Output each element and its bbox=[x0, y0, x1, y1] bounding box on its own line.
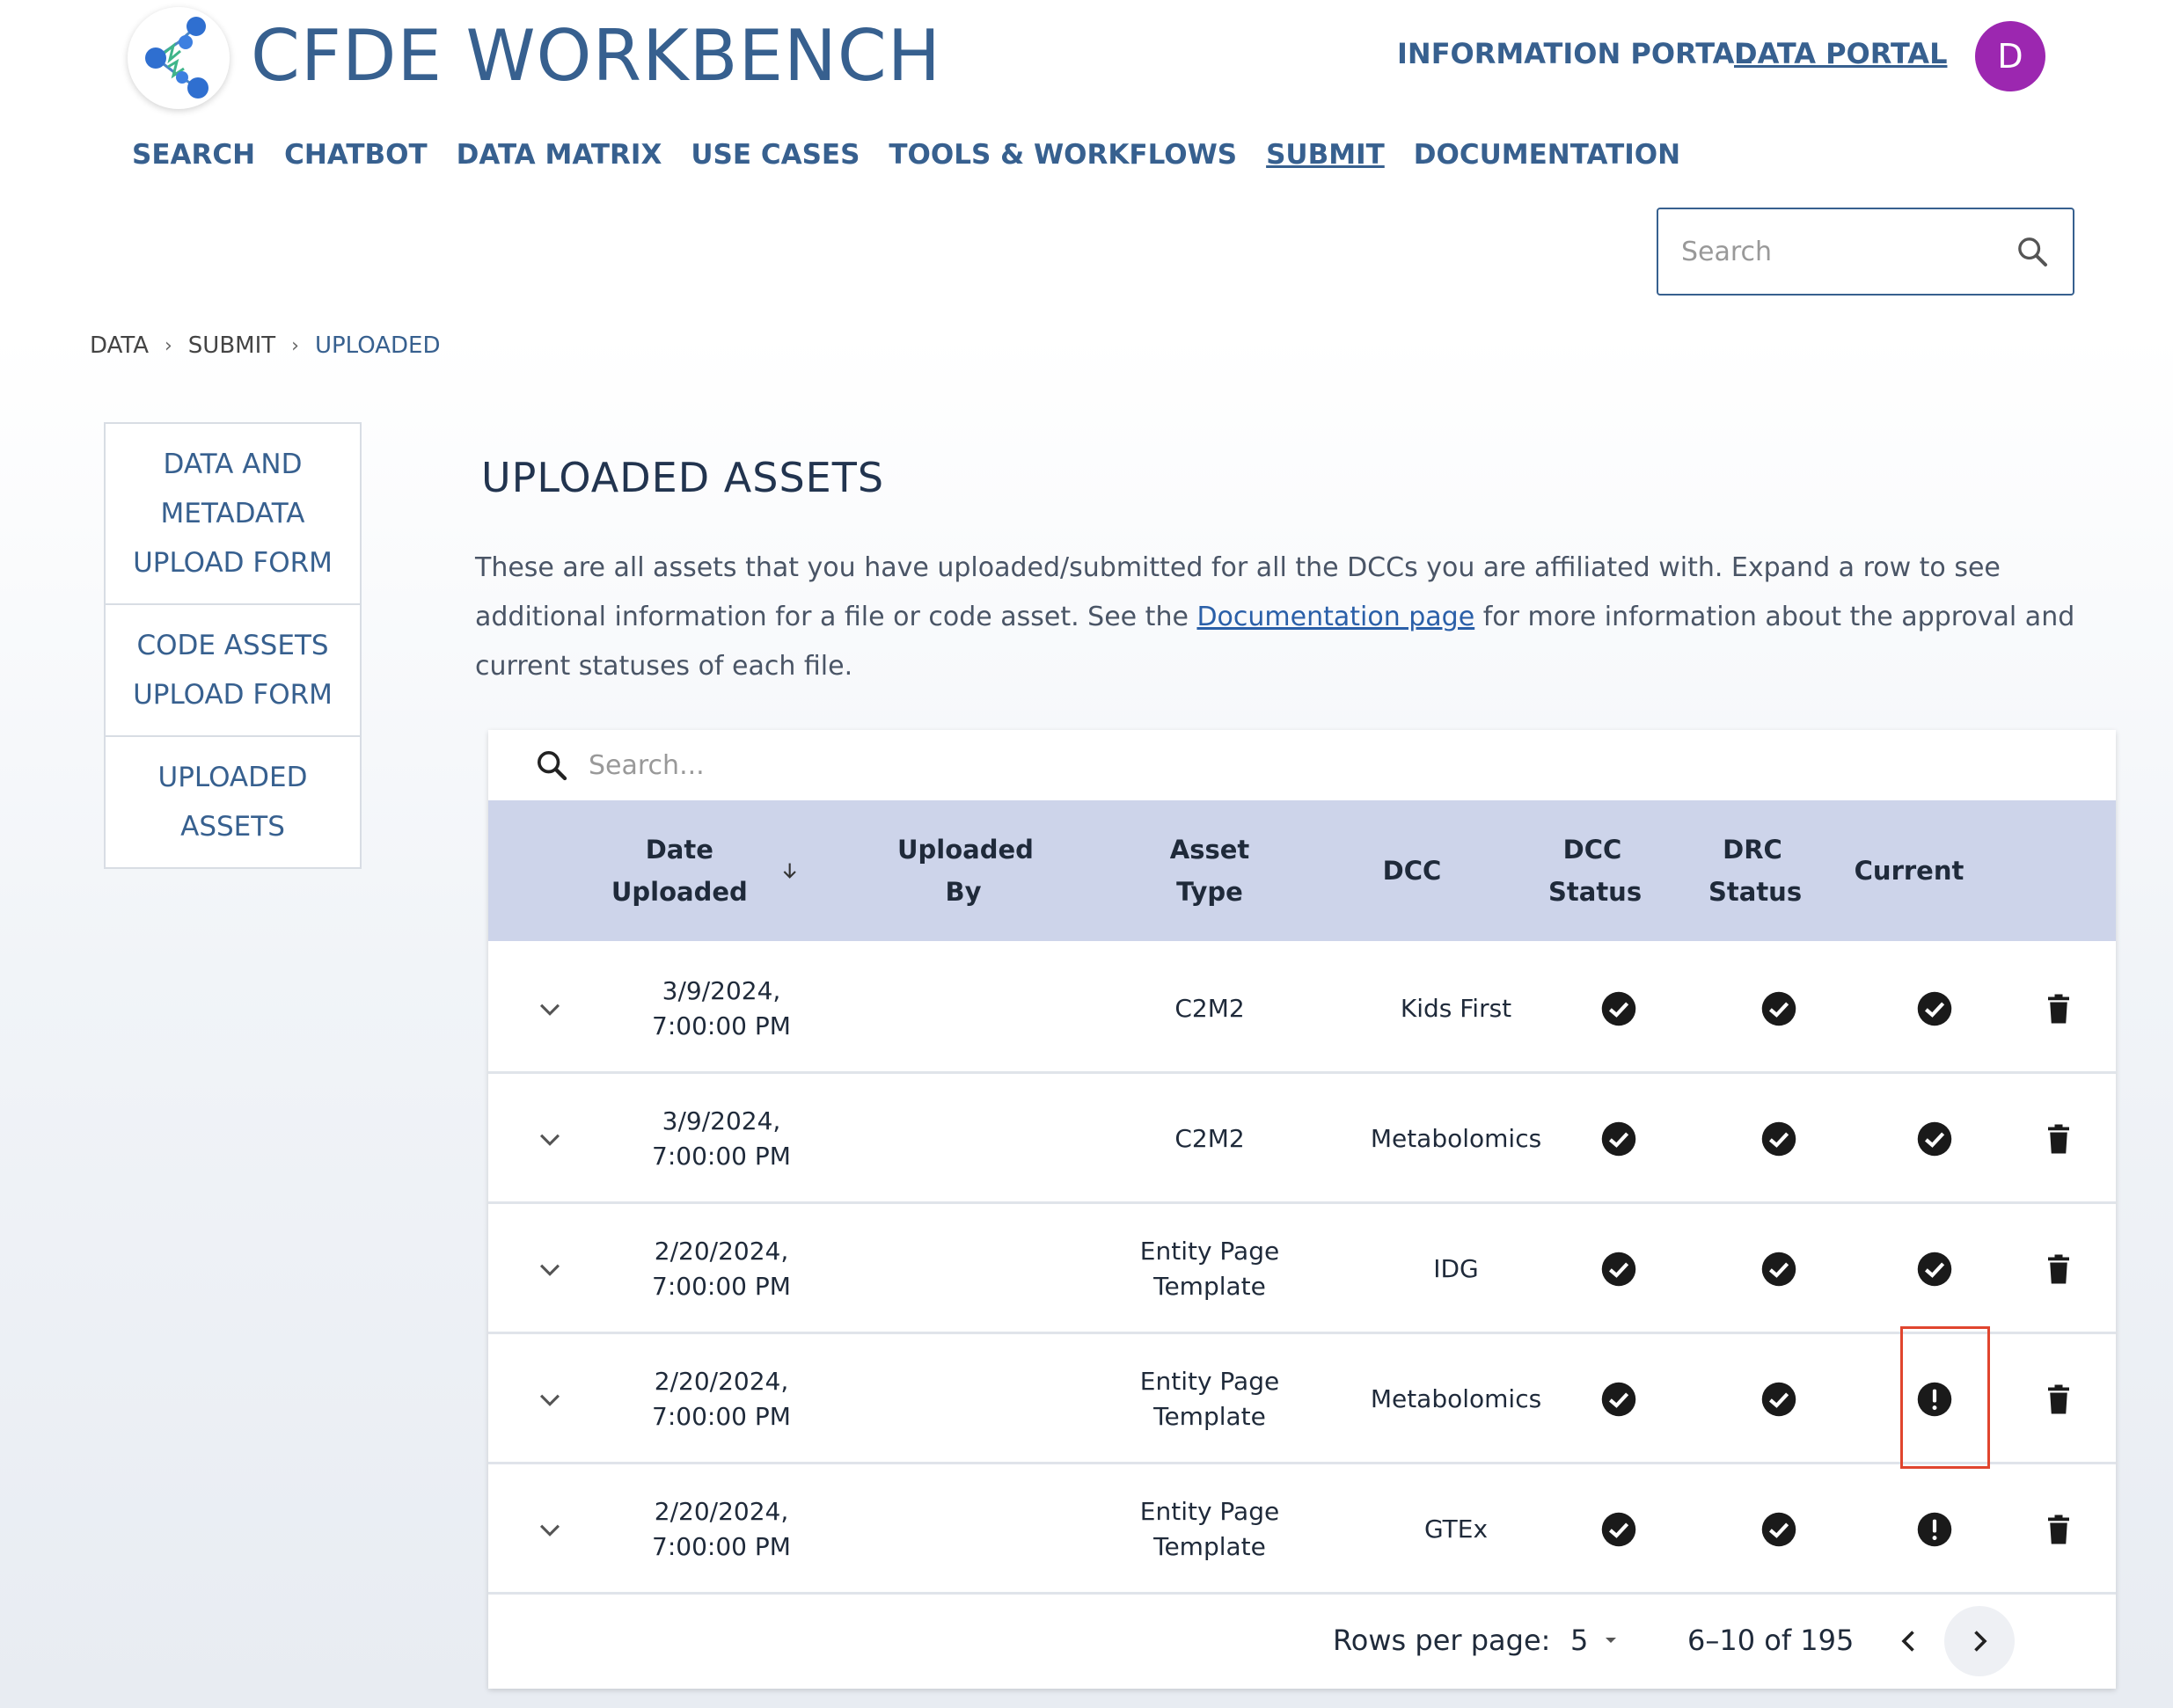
dcc-status-cell bbox=[1592, 1204, 1645, 1334]
drc-status-cell bbox=[1752, 944, 1805, 1074]
column-dcc-status[interactable] bbox=[1518, 800, 1667, 941]
rows-per-page-value: 5 bbox=[1570, 1624, 1589, 1657]
search-icon bbox=[534, 748, 569, 783]
chevron-down-icon bbox=[535, 1124, 565, 1154]
date-uploaded-cell bbox=[603, 1464, 840, 1595]
check-circle-icon bbox=[1760, 1120, 1797, 1157]
nav-documentation[interactable]: DOCUMENTATION bbox=[1413, 139, 1681, 171]
uploaded-by-cell bbox=[840, 1464, 1086, 1595]
expand-row-button[interactable] bbox=[515, 1334, 585, 1464]
nav-submit[interactable]: SUBMIT bbox=[1266, 139, 1385, 171]
intro-text-part1: These are all assets that you have uploaded/submitted for all the DCCs you are affiliated with. Expand a row to see additional information for a file or code asset. See the bbox=[475, 552, 2001, 632]
trash-icon bbox=[2043, 1382, 2074, 1417]
chevron-down-icon bbox=[535, 1384, 565, 1414]
table-search-input[interactable] bbox=[589, 750, 1116, 781]
column-uploaded-by[interactable] bbox=[840, 800, 1086, 941]
check-circle-icon bbox=[1600, 1511, 1637, 1548]
expand-row-button[interactable] bbox=[515, 944, 585, 1074]
table-row[interactable] bbox=[488, 1204, 2116, 1334]
delete-button[interactable] bbox=[2032, 1074, 2085, 1204]
dcc-cell: GTEx bbox=[1423, 1515, 1489, 1544]
molecule-icon bbox=[128, 7, 230, 109]
table-header bbox=[488, 800, 2116, 941]
chevron-left-icon bbox=[1893, 1625, 1925, 1657]
page-title: UPLOADED ASSETS bbox=[481, 454, 885, 501]
check-circle-icon bbox=[1760, 990, 1797, 1027]
rows-per-page-select[interactable] bbox=[1570, 1592, 1621, 1689]
date-uploaded-date: 3/9/2024, bbox=[662, 976, 781, 1005]
table-row[interactable] bbox=[488, 944, 2116, 1074]
site-search-input[interactable] bbox=[1681, 237, 2015, 267]
column-current-label: Current bbox=[1854, 856, 1964, 886]
check-circle-icon bbox=[1600, 990, 1637, 1027]
nav-search[interactable]: SEARCH bbox=[132, 139, 256, 171]
column-dcc-label: DCC bbox=[1382, 856, 1442, 886]
column-drc-status[interactable] bbox=[1678, 800, 1827, 941]
trash-icon bbox=[2043, 1252, 2074, 1287]
dcc-status-cell bbox=[1592, 1464, 1645, 1595]
expand-row-button[interactable] bbox=[515, 1204, 585, 1334]
data-portal-link[interactable]: DATA PORTAL bbox=[1734, 37, 1948, 70]
asset-type-text: Entity Page Template bbox=[1139, 1367, 1280, 1431]
column-uploaded-by-label: Uploaded By bbox=[897, 835, 1034, 907]
asset-type-cell bbox=[1122, 1334, 1298, 1464]
dcc-cell: Metabolomics bbox=[1370, 1384, 1542, 1413]
drc-status-cell bbox=[1752, 1204, 1805, 1334]
check-circle-icon bbox=[1600, 1381, 1637, 1418]
breadcrumb-submit[interactable]: SUBMIT bbox=[187, 332, 276, 359]
dcc-status-cell bbox=[1592, 1334, 1645, 1464]
drc-status-cell bbox=[1752, 1464, 1805, 1595]
date-uploaded-time: 7:00:00 PM bbox=[652, 1532, 791, 1561]
current-status-cell bbox=[1908, 944, 1961, 1074]
current-status-cell bbox=[1908, 1074, 1961, 1204]
previous-page-button[interactable] bbox=[1874, 1606, 1944, 1676]
dcc-cell: Metabolomics bbox=[1370, 1124, 1542, 1153]
chevron-right-icon bbox=[1964, 1625, 1995, 1657]
search-icon[interactable] bbox=[2015, 234, 2050, 269]
information-portal-link[interactable]: INFORMATION PORTAL bbox=[1397, 37, 1752, 70]
chevron-right-icon: › bbox=[164, 334, 172, 357]
check-circle-icon bbox=[1760, 1381, 1797, 1418]
column-asset-type-label: Asset Type bbox=[1169, 835, 1250, 907]
date-uploaded-cell bbox=[603, 1334, 840, 1464]
asset-type-text: Entity Page Template bbox=[1139, 1237, 1280, 1301]
check-circle-icon bbox=[1916, 990, 1953, 1027]
asset-type-cell bbox=[1122, 1074, 1298, 1204]
rows-per-page-label: Rows per page: bbox=[1333, 1624, 1551, 1657]
trash-icon bbox=[2043, 1512, 2074, 1547]
date-uploaded-date: 2/20/2024, bbox=[654, 1497, 789, 1526]
expand-row-button[interactable] bbox=[515, 1464, 585, 1595]
delete-button[interactable] bbox=[2032, 944, 2085, 1074]
assets-table bbox=[488, 730, 2116, 1689]
drc-status-cell bbox=[1752, 1074, 1805, 1204]
dcc-cell: Kids First bbox=[1400, 994, 1512, 1023]
nav-tools-workflows[interactable]: TOOLS & WORKFLOWS bbox=[889, 139, 1238, 171]
trash-icon bbox=[2043, 1121, 2074, 1157]
table-pagination bbox=[488, 1592, 2116, 1689]
chevron-right-icon: › bbox=[291, 334, 299, 357]
uploaded-by-cell bbox=[840, 1334, 1086, 1464]
uploaded-by-cell bbox=[840, 1204, 1086, 1334]
intro-text-part2: for more information about the approval and current statuses of each file. bbox=[475, 602, 2075, 682]
caret-down-icon bbox=[1600, 1630, 1621, 1651]
current-status-cell bbox=[1908, 1464, 1961, 1595]
table-search bbox=[488, 730, 2116, 800]
drc-status-cell bbox=[1752, 1334, 1805, 1464]
delete-button[interactable] bbox=[2032, 1204, 2085, 1334]
check-circle-icon bbox=[1760, 1251, 1797, 1288]
sidebar-item-data-metadata-upload[interactable]: DATA AND METADATA UPLOAD FORM bbox=[106, 424, 360, 605]
date-uploaded-time: 7:00:00 PM bbox=[652, 1272, 791, 1301]
delete-button[interactable] bbox=[2032, 1464, 2085, 1595]
breadcrumb-uploaded[interactable]: UPLOADED bbox=[314, 332, 441, 359]
sidebar-item-uploaded-assets[interactable]: UPLOADED ASSETS bbox=[157, 762, 308, 843]
column-drc-status-label: DRC Status bbox=[1708, 835, 1803, 907]
asset-type-cell bbox=[1122, 1204, 1298, 1334]
trash-icon bbox=[2043, 991, 2074, 1026]
date-uploaded-date: 2/20/2024, bbox=[654, 1237, 789, 1266]
check-circle-icon bbox=[1916, 1120, 1953, 1157]
delete-button[interactable] bbox=[2032, 1334, 2085, 1464]
date-uploaded-cell bbox=[603, 944, 840, 1074]
exclamation-circle-icon bbox=[1916, 1511, 1953, 1548]
sidebar bbox=[104, 422, 362, 869]
column-date-uploaded[interactable] bbox=[589, 800, 801, 941]
table-row[interactable] bbox=[488, 1334, 2116, 1464]
breadcrumb bbox=[90, 332, 441, 359]
date-uploaded-time: 7:00:00 PM bbox=[652, 1402, 791, 1431]
date-uploaded-date: 2/20/2024, bbox=[654, 1367, 789, 1396]
asset-type-cell bbox=[1122, 944, 1298, 1074]
sidebar-item-code-assets-upload[interactable]: CODE ASSETS UPLOAD FORM bbox=[106, 605, 360, 737]
chevron-down-icon bbox=[535, 1515, 565, 1544]
uploaded-by-cell bbox=[840, 944, 1086, 1074]
app-logo[interactable] bbox=[128, 7, 230, 109]
expand-row-button[interactable] bbox=[515, 1074, 585, 1204]
dcc-status-cell bbox=[1592, 944, 1645, 1074]
breadcrumb-data[interactable]: DATA bbox=[90, 332, 149, 359]
intro-text bbox=[475, 544, 2076, 691]
asset-type-text: C2M2 bbox=[1174, 1124, 1245, 1153]
check-circle-icon bbox=[1600, 1120, 1637, 1157]
column-dcc-status-label: DCC Status bbox=[1548, 835, 1643, 907]
check-circle-icon bbox=[1916, 1251, 1953, 1288]
nav-data-matrix[interactable]: DATA MATRIX bbox=[456, 139, 662, 171]
user-avatar[interactable]: D bbox=[1975, 21, 2045, 91]
current-status-cell bbox=[1908, 1204, 1961, 1334]
nav-use-cases[interactable]: USE CASES bbox=[691, 139, 860, 171]
site-search bbox=[1657, 208, 2074, 296]
app-title[interactable]: CFDE WORKBENCH bbox=[251, 15, 941, 97]
date-uploaded-time: 7:00:00 PM bbox=[652, 1142, 791, 1171]
pagination-range: 6–10 of 195 bbox=[1687, 1624, 1855, 1657]
chevron-down-icon bbox=[535, 1254, 565, 1284]
date-uploaded-time: 7:00:00 PM bbox=[652, 1011, 791, 1040]
table-row[interactable] bbox=[488, 1074, 2116, 1204]
column-current[interactable] bbox=[1834, 800, 1984, 941]
highlight-box bbox=[1900, 1326, 1990, 1469]
column-date-uploaded-label: Date Uploaded bbox=[611, 835, 748, 907]
date-uploaded-date: 3/9/2024, bbox=[662, 1106, 781, 1135]
table-row[interactable] bbox=[488, 1464, 2116, 1595]
documentation-link[interactable]: Documentation page bbox=[1196, 602, 1475, 632]
next-page-button[interactable] bbox=[1944, 1606, 2015, 1676]
uploaded-by-cell bbox=[840, 1074, 1086, 1204]
nav-chatbot[interactable]: CHATBOT bbox=[284, 139, 428, 171]
main-nav bbox=[132, 139, 1680, 171]
column-dcc[interactable] bbox=[1324, 800, 1500, 941]
asset-type-cell bbox=[1122, 1464, 1298, 1595]
asset-type-text: C2M2 bbox=[1174, 994, 1245, 1023]
asset-type-text: Entity Page Template bbox=[1139, 1497, 1280, 1561]
arrow-down-icon[interactable] bbox=[779, 858, 801, 884]
dcc-status-cell bbox=[1592, 1074, 1645, 1204]
date-uploaded-cell bbox=[603, 1204, 840, 1334]
chevron-down-icon bbox=[535, 994, 565, 1024]
check-circle-icon bbox=[1760, 1511, 1797, 1548]
date-uploaded-cell bbox=[603, 1074, 840, 1204]
check-circle-icon bbox=[1600, 1251, 1637, 1288]
dcc-cell: IDG bbox=[1433, 1254, 1479, 1283]
column-asset-type[interactable] bbox=[1130, 800, 1289, 941]
